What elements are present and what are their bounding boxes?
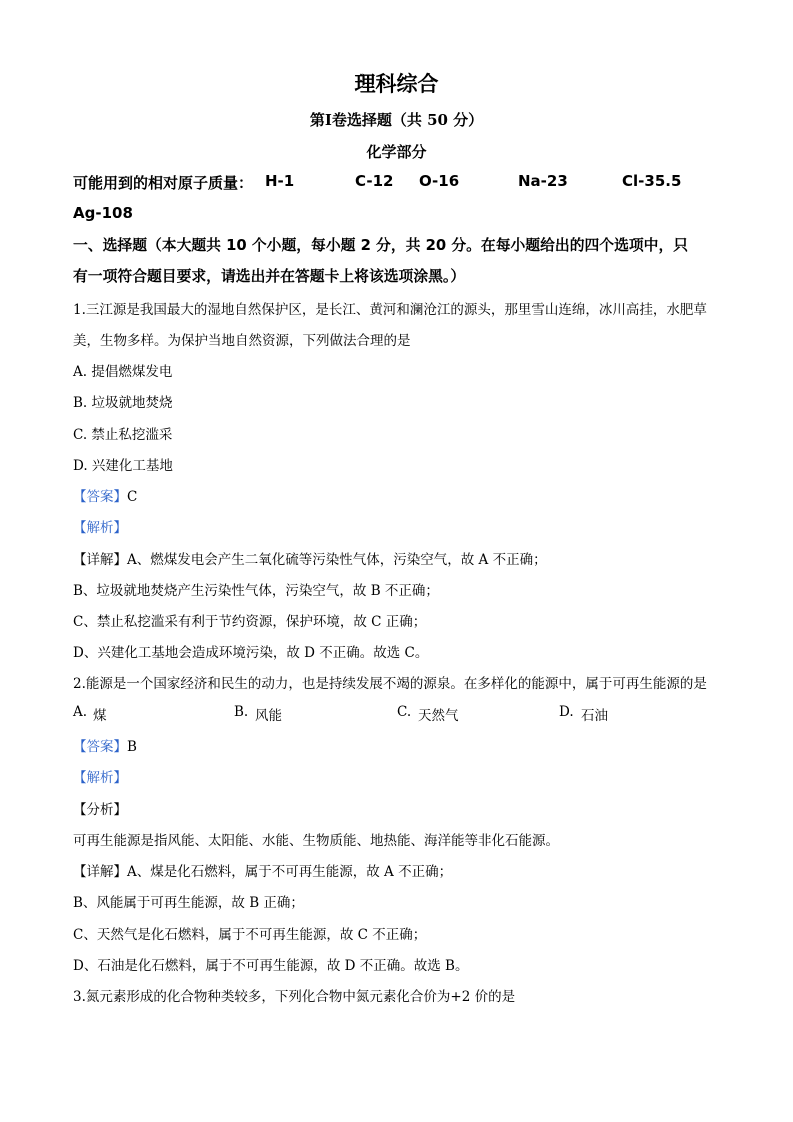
q1-analysis-tag: 【解析】	[73, 520, 127, 536]
q2-option-d-text: 石油	[581, 708, 608, 724]
q1-detail-line-1: 【详解】A、燃煤发电会产生二氧化硫等污染性气体，污染空气，故 A 不正确；	[73, 552, 547, 568]
atomic-mass-ag: Ag-108	[73, 204, 133, 222]
q1-option-a: A. 提倡燃煤发电	[73, 364, 173, 380]
q2-stem: 2.能源是一个国家经济和民生的动力，也是持续发展不竭的源泉。在多样化的能源中，属于可再生能源的是	[73, 676, 707, 692]
q2-answer	[73, 735, 137, 755]
atomic-mass-o: O-16	[419, 172, 460, 190]
q2-detail-line-4: D、石油是化石燃料，属于不可再生能源，故 D 不正确。故选 B。	[73, 958, 469, 974]
q2-fenxi-tag: 【分析】	[73, 802, 127, 818]
q2-option-c-letter: C.	[397, 704, 412, 720]
q1-option-b: B. 垃圾就地焚烧	[73, 395, 173, 411]
section-heading: 第Ⅰ卷选择题（共 50 分）	[309, 111, 484, 129]
part-heading: 化学部分	[366, 143, 427, 161]
q1-detail-line-2: B、垃圾就地焚烧产生污染性气体，污染空气，故 B 不正确；	[73, 583, 439, 599]
q2-option-d-letter: D.	[559, 704, 574, 720]
q2-option-b-letter: B.	[234, 704, 249, 720]
q1-detail-line-3: C、禁止私挖滥采有利于节约资源，保护环境，故 C 正确；	[73, 614, 427, 630]
q2-fenxi: 可再生能源是指风能、太阳能、水能、生物质能、地热能、海洋能等非化石能源。	[73, 833, 559, 849]
q2-analysis-tag: 【解析】	[73, 770, 127, 786]
atomic-masses-label: 可能用到的相对原子质量：	[73, 174, 254, 192]
q2-option-a-text: 煤	[93, 708, 107, 724]
q1-answer	[73, 485, 137, 505]
answer-tag: 【答案】	[73, 489, 127, 505]
q1-detail-line-4: D、兴建化工基地会造成环境污染，故 D 不正确。故选 C。	[73, 645, 429, 661]
atomic-mass-na: Na-23	[518, 172, 568, 190]
instructions-line-2: 有一项符合题目要求，请选出并在答题卡上将该选项涂黑。）	[73, 268, 466, 285]
page-title: 理科综合	[354, 71, 439, 96]
q2-option-b-text: 风能	[255, 708, 282, 724]
q2-option-a-letter: A.	[73, 704, 88, 720]
instructions-line-1: 一、选择题（本大题共 10 个小题，每小题 2 分，共 20 分。在每小题给出的四个选项中，只	[73, 237, 689, 254]
atomic-mass-h: H-1	[265, 172, 295, 190]
atomic-mass-cl: Cl-35.5	[622, 172, 682, 190]
q3-stem: 3.氮元素形成的化合物种类较多，下列化合物中氮元素化合价为+2 价的是	[73, 989, 516, 1005]
atomic-mass-c: C-12	[355, 172, 394, 190]
answer-tag: 【答案】	[73, 739, 127, 755]
q1-stem-line-2: 美，生物多样。为保护当地自然资源，下列做法合理的是	[73, 333, 411, 349]
q2-detail-line-1: 【详解】A、煤是化石燃料，属于不可再生能源，故 A 不正确；	[73, 864, 453, 880]
q2-detail-line-2: B、风能属于可再生能源，故 B 正确；	[73, 895, 304, 911]
answer-value: B	[127, 739, 137, 755]
q1-stem-line-1: 1.三江源是我国最大的湿地自然保护区，是长江、黄河和澜沧江的源头，那里雪山连绵，冰川高挂，水肥草	[73, 302, 707, 318]
q1-option-c: C. 禁止私挖滥采	[73, 427, 173, 443]
q2-detail-line-3: C、天然气是化石燃料，属于不可再生能源，故 C 不正确；	[73, 927, 427, 943]
q2-option-c-text: 天然气	[418, 708, 459, 724]
q1-option-d: D. 兴建化工基地	[73, 458, 173, 474]
answer-value: C	[127, 489, 138, 505]
